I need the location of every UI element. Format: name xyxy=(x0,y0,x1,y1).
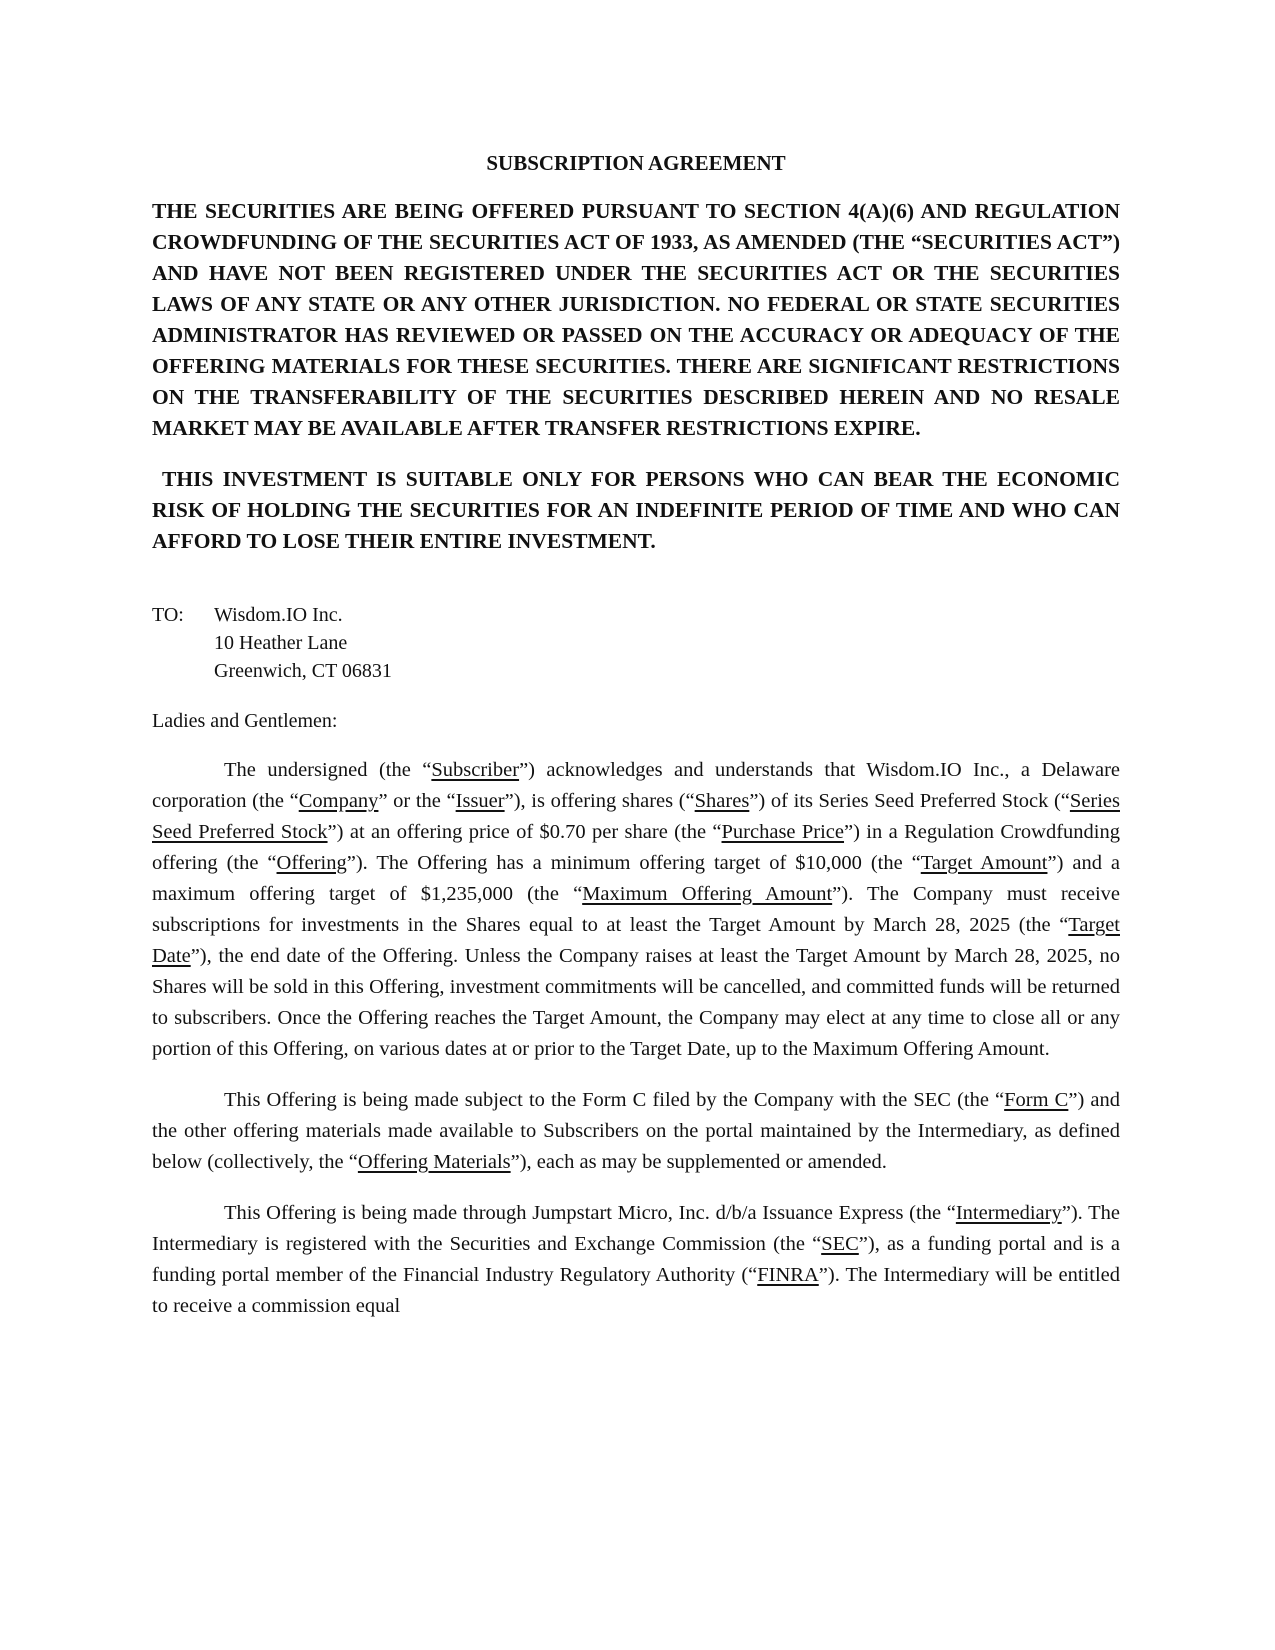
text-run: ”), the end date of the Offering. Unless the Company raises at least the Target Amount by March 28, 2025, no Shares will be sold in this Offering, investment commitments will be cancelled, and committed funds will be returned to subscribers. Once the Offering reaches the Target Amount, the Company may elect at any time to close all or any portion of this Offering, on various dates at or prior to the Target Date, up to the Maximum Offering Amount. xyxy=(152,945,1120,1060)
document-title: SUBSCRIPTION AGREEMENT xyxy=(486,151,786,175)
intermediary-paragraph xyxy=(152,1198,1120,1322)
text-run: ”) of its Series Seed Preferred Stock (“ xyxy=(749,790,1070,812)
defined-term-maximum-offering-amount: Maximum Offering Amount xyxy=(582,883,833,905)
defined-term-target-amount: Target Amount xyxy=(920,852,1048,874)
text-run: ”). The Intermediary will be entitled to receive a commission equal xyxy=(152,1264,1120,1317)
document-page xyxy=(152,148,1120,1322)
defined-term-issuer: Issuer xyxy=(455,790,505,812)
form-c-paragraph xyxy=(152,1085,1120,1178)
defined-term-offering-materials: Offering Materials xyxy=(357,1151,511,1173)
defined-term-intermediary: Intermediary xyxy=(955,1202,1062,1224)
address-label: TO: xyxy=(152,604,184,626)
defined-term-sec: SEC xyxy=(821,1233,859,1255)
defined-term-offering: Offering xyxy=(276,852,347,874)
recipient-address xyxy=(152,601,1120,685)
text-run: The undersigned (the “ xyxy=(224,759,432,781)
text-run: ”) acknowledges and understands that Wisdom.IO Inc., a Delaware corporation (the “ xyxy=(152,759,1120,812)
defined-term-purchase-price: Purchase Price xyxy=(721,821,845,843)
text-run: ”). The Intermediary is registered with the Securities and Exchange Commission (the “ xyxy=(152,1202,1120,1255)
defined-term-series-seed: Series Seed Preferred Stock xyxy=(152,790,1120,843)
text-run: This Offering is being made through Jumpstart Micro, Inc. d/b/a Issuance Express (the “ xyxy=(224,1202,956,1224)
defined-term-shares: Shares xyxy=(694,790,750,812)
offering-paragraph xyxy=(152,755,1120,1065)
text-run: This Offering is being made subject to the Form C filed by the Company with the SEC (the “ xyxy=(224,1089,1005,1111)
securities-legend: THE SECURITIES ARE BEING OFFERED PURSUANT TO SECTION 4(A)(6) AND REGULATION CROWDFUNDING OF THE SECURITIES ACT OF 1933, AS AMENDED (THE “SECURITIES ACT”) AND HAVE NOT BEEN REGISTERED UNDER THE SECURITIES ACT OR THE SECURITIES LAWS OF ANY STATE OR ANY OTHER JURISDICTION. NO FEDERAL OR STATE SECURITIES ADMINISTRATOR HAS REVIEWED OR PASSED ON THE ACCURACY OR ADEQUACY OF THE OFFERING MATERIALS FOR THESE SECURITIES. THERE ARE SIGNIFICANT RESTRICTIONS ON THE TRANSFERABILITY OF THE SECURITIES DESCRIBED HEREIN AND NO RESALE MARKET MAY BE AVAILABLE AFTER TRANSFER RESTRICTIONS EXPIRE. xyxy=(152,199,1120,440)
text-run: ”). The Company must receive subscriptions for investments in the Shares equal to at least the Target Amount by March 28, 2025 (the “ xyxy=(152,883,1120,936)
defined-term-company: Company xyxy=(298,790,379,812)
salutation: Ladies and Gentlemen: xyxy=(152,710,338,732)
text-run: ”) and a maximum offering target of $1,235,000 (the “ xyxy=(152,852,1120,905)
text-run: ”). The Offering has a minimum offering target of $10,000 (the “ xyxy=(346,852,921,874)
text-run: ”) and the other offering materials made available to Subscribers on the portal maintained by the Intermediary, as defined below (collectively, the “ xyxy=(152,1089,1120,1173)
text-run: ” or the “ xyxy=(378,790,456,812)
defined-term-form-c: Form C xyxy=(1004,1089,1069,1111)
address-company: Wisdom.IO Inc. xyxy=(214,604,343,626)
address-street: 10 Heather Lane xyxy=(214,632,348,654)
investment-risk-legend: THIS INVESTMENT IS SUITABLE ONLY FOR PERSONS WHO CAN BEAR THE ECONOMIC RISK OF HOLDING THE SECURITIES FOR AN INDEFINITE PERIOD OF TIME AND WHO CAN AFFORD TO LOSE THEIR ENTIRE INVESTMENT. xyxy=(152,467,1120,553)
text-run: ”), as a funding portal and is a funding portal member of the Financial Industry Regulatory Authority (“ xyxy=(152,1233,1120,1286)
text-run: ”), each as may be supplemented or amended. xyxy=(510,1151,887,1173)
address-city: Greenwich, CT 06831 xyxy=(214,660,392,682)
defined-term-subscriber: Subscriber xyxy=(431,759,520,781)
text-run: ”), is offering shares (“ xyxy=(504,790,695,812)
text-run: ”) in a Regulation Crowdfunding offering (the “ xyxy=(152,821,1120,874)
defined-term-finra: FINRA xyxy=(757,1264,819,1286)
text-run: ”) at an offering price of $0.70 per share (the “ xyxy=(327,821,722,843)
defined-term-target-date: Target Date xyxy=(152,914,1120,967)
